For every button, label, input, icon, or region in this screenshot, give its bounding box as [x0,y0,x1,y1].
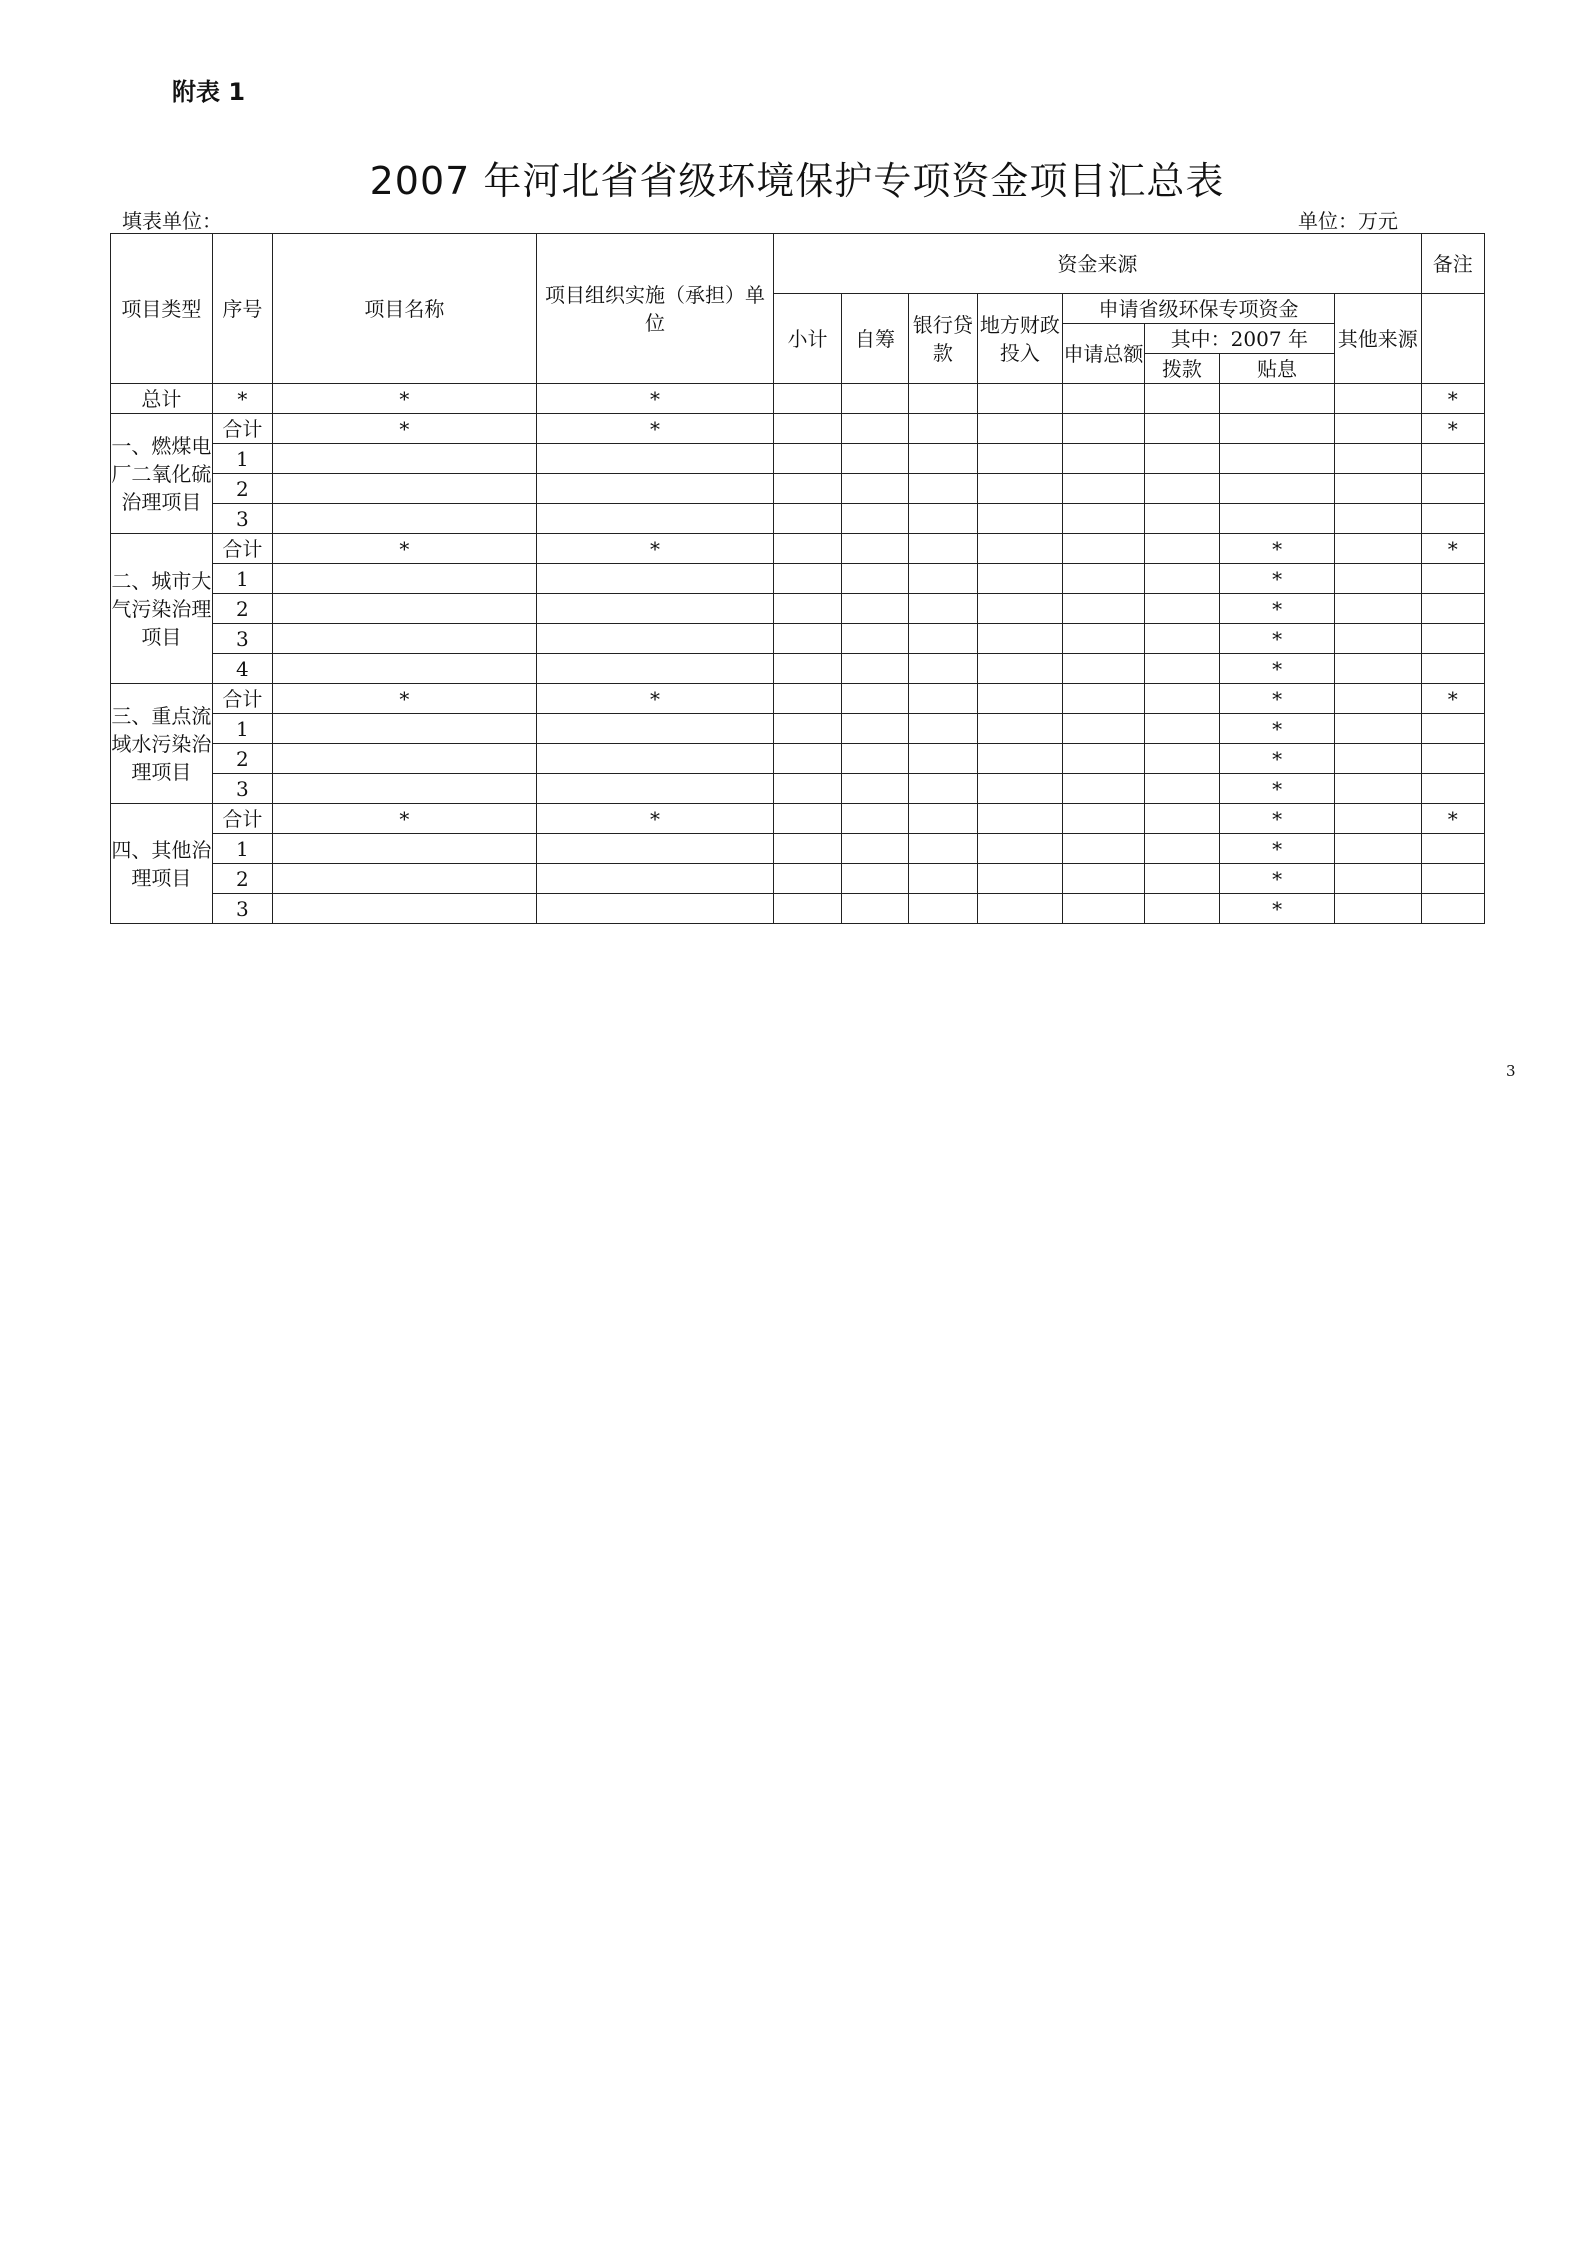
summary-table [110,233,1485,924]
cell [841,744,908,774]
group-subtotal-unit: * [536,534,774,564]
group-subtotal-unit: * [536,804,774,834]
cell [1421,474,1485,504]
cell [909,864,977,894]
group-subtotal-interest: * [1220,534,1335,564]
cell [841,444,908,474]
cell [774,474,841,504]
cell [1334,804,1421,834]
item-interest [1220,444,1335,474]
cell [977,474,1063,504]
item-interest: * [1220,774,1335,804]
cell [536,894,774,924]
cell [977,894,1063,924]
group-item-row [111,654,1485,684]
cell [1334,744,1421,774]
cell [536,834,774,864]
cell [909,774,977,804]
cell [536,654,774,684]
cell [1144,474,1219,504]
page-number: 3 [1506,1062,1516,1080]
header-remarks: 备注 [1421,234,1485,294]
cell [536,714,774,744]
cell [1334,474,1421,504]
cell [273,624,537,654]
cell [1144,384,1219,414]
header-implementing-unit: 项目组织实施（承担）单位 [536,234,774,384]
group-item-row [111,474,1485,504]
cell [977,504,1063,534]
cell [1144,504,1219,534]
cell [1334,774,1421,804]
cell [1063,834,1145,864]
cell [841,504,908,534]
amount-unit-label: 单位：万元 [1298,209,1398,233]
cell [1334,594,1421,624]
group-subtotal-label: 合计 [212,684,272,714]
cell [1063,564,1145,594]
group-subtotal-interest: * [1220,804,1335,834]
cell [1421,744,1485,774]
cell [1421,624,1485,654]
cell [273,774,537,804]
cell [273,714,537,744]
fill-unit-label: 填表单位： [122,209,222,233]
cell [977,564,1063,594]
total-label: 总计 [111,384,213,414]
item-interest: * [1220,834,1335,864]
group-type: 一、燃煤电厂二氧化硫治理项目 [111,414,213,534]
cell [774,714,841,744]
cell [841,414,908,444]
group-subtotal-name: * [273,684,537,714]
cell [273,834,537,864]
group-subtotal-name: * [273,534,537,564]
item-seq: 1 [212,564,272,594]
cell [536,864,774,894]
group-item-row [111,834,1485,864]
item-interest: * [1220,714,1335,744]
group-item-row [111,744,1485,774]
cell [977,534,1063,564]
cell [1334,864,1421,894]
cell [909,504,977,534]
cell [841,714,908,744]
item-interest: * [1220,864,1335,894]
item-seq: 3 [212,504,272,534]
total-seq: * [212,384,272,414]
item-seq: 2 [212,594,272,624]
item-seq: 1 [212,834,272,864]
header-of-which-2007: 其中：2007 年 [1144,324,1334,354]
item-interest: * [1220,594,1335,624]
group-subtotal-interest [1220,414,1335,444]
cell [1144,624,1219,654]
cell [1144,714,1219,744]
group-item-row [111,504,1485,534]
cell [1063,504,1145,534]
cell [774,594,841,624]
cell [1063,594,1145,624]
cell [1144,444,1219,474]
cell [536,624,774,654]
cell [841,384,908,414]
group-item-row [111,774,1485,804]
cell [841,594,908,624]
cell [841,864,908,894]
item-seq: 2 [212,864,272,894]
cell [1421,504,1485,534]
cell [841,804,908,834]
header-fund-source: 资金来源 [774,234,1421,294]
cell [1334,894,1421,924]
header-project-name: 项目名称 [273,234,537,384]
header-seq: 序号 [212,234,272,384]
cell [1144,684,1219,714]
header-local-finance: 地方财政投入 [977,294,1063,384]
cell [1334,414,1421,444]
cell [1144,564,1219,594]
item-interest: * [1220,624,1335,654]
total-row [111,384,1485,414]
cell [774,894,841,924]
cell [1063,414,1145,444]
header-allocation: 拨款 [1144,354,1219,384]
cell [1063,894,1145,924]
cell [841,894,908,924]
cell [1063,384,1145,414]
group-item-row [111,594,1485,624]
cell [1334,684,1421,714]
group-subtotal-remarks: * [1421,804,1485,834]
cell [841,774,908,804]
cell [841,564,908,594]
cell [1063,804,1145,834]
cell [774,834,841,864]
group-subtotal-interest: * [1220,684,1335,714]
item-interest: * [1220,744,1335,774]
cell [909,384,977,414]
cell [977,684,1063,714]
header-project-type: 项目类型 [111,234,213,384]
cell [1220,384,1335,414]
group-item-row [111,444,1485,474]
cell [774,444,841,474]
item-seq: 4 [212,654,272,684]
cell [1144,864,1219,894]
item-seq: 3 [212,624,272,654]
cell [273,474,537,504]
cell [536,774,774,804]
cell [536,474,774,504]
cell [1063,774,1145,804]
cell [1334,504,1421,534]
cell [909,414,977,444]
item-seq: 1 [212,444,272,474]
cell [1144,594,1219,624]
group-subtotal-label: 合计 [212,414,272,444]
cell [273,654,537,684]
cell [774,384,841,414]
cell [909,564,977,594]
header-subtotal: 小计 [774,294,841,384]
cell [909,594,977,624]
cell [977,744,1063,774]
cell [1063,714,1145,744]
item-seq: 2 [212,744,272,774]
group-item-row [111,564,1485,594]
header-interest-subsidy: 贴息 [1220,354,1335,384]
cell [774,654,841,684]
cell [977,774,1063,804]
group-subtotal-remarks: * [1421,684,1485,714]
item-interest [1220,474,1335,504]
cell [1334,624,1421,654]
cell [1063,864,1145,894]
cell [977,414,1063,444]
cell [909,744,977,774]
cell [909,444,977,474]
cell [1421,894,1485,924]
group-item-row [111,714,1485,744]
group-subtotal-remarks: * [1421,414,1485,444]
cell [909,714,977,744]
cell [909,834,977,864]
cell [774,624,841,654]
cell [1144,894,1219,924]
cell [273,564,537,594]
header-bank-loan: 银行贷款 [909,294,977,384]
cell [1334,384,1421,414]
cell [977,594,1063,624]
cell [774,534,841,564]
cell [977,864,1063,894]
total-remarks: * [1421,384,1485,414]
cell [273,504,537,534]
item-seq: 3 [212,894,272,924]
cell [977,714,1063,744]
group-item-row [111,894,1485,924]
cell [1334,534,1421,564]
group-type: 二、城市大气污染治理项目 [111,534,213,684]
group-subtotal-name: * [273,414,537,444]
cell [909,654,977,684]
cell [774,564,841,594]
group-subtotal-label: 合计 [212,534,272,564]
cell [536,444,774,474]
cell [1421,444,1485,474]
cell [1334,654,1421,684]
cell [1421,864,1485,894]
group-type: 四、其他治理项目 [111,804,213,924]
cell [841,474,908,504]
cell [774,864,841,894]
cell [909,534,977,564]
cell [1144,654,1219,684]
cell [1144,744,1219,774]
cell [774,684,841,714]
group-type: 三、重点流域水污染治理项目 [111,684,213,804]
cell [909,684,977,714]
item-seq: 2 [212,474,272,504]
header-provincial-fund: 申请省级环保专项资金 [1063,294,1335,324]
cell [774,744,841,774]
header-self-raised: 自筹 [841,294,908,384]
cell [1144,834,1219,864]
cell [841,624,908,654]
document-title: 2007 年河北省省级环境保护专项资金项目汇总表 [369,159,1225,203]
header-remarks-blank [1421,294,1485,384]
item-interest [1220,504,1335,534]
cell [536,564,774,594]
cell [273,444,537,474]
cell [1421,714,1485,744]
cell [273,594,537,624]
cell [1144,414,1219,444]
cell [1063,684,1145,714]
item-seq: 3 [212,774,272,804]
cell [774,414,841,444]
group-subtotal-name: * [273,804,537,834]
cell [909,624,977,654]
cell [1063,534,1145,564]
cell [977,384,1063,414]
cell [841,534,908,564]
cell [774,804,841,834]
cell [536,594,774,624]
header-requested-total: 申请总额 [1063,324,1145,384]
cell [1144,804,1219,834]
cell [536,504,774,534]
cell [1063,744,1145,774]
group-item-row [111,624,1485,654]
cell [1421,834,1485,864]
cell [909,804,977,834]
group-subtotal-label: 合计 [212,804,272,834]
cell [977,624,1063,654]
cell [1063,654,1145,684]
appendix-label: 附表 1 [172,78,246,106]
cell [1334,444,1421,474]
cell [977,444,1063,474]
cell [1421,594,1485,624]
cell [841,834,908,864]
item-interest: * [1220,894,1335,924]
cell [1421,564,1485,594]
cell [273,744,537,774]
item-interest: * [1220,564,1335,594]
cell [977,834,1063,864]
group-item-row [111,864,1485,894]
group-subtotal-remarks: * [1421,534,1485,564]
cell [273,894,537,924]
cell [1144,534,1219,564]
cell [909,474,977,504]
cell [1063,444,1145,474]
cell [774,774,841,804]
cell [1334,714,1421,744]
cell [977,804,1063,834]
item-seq: 1 [212,714,272,744]
cell [536,744,774,774]
cell [841,684,908,714]
cell [1063,624,1145,654]
cell [909,894,977,924]
total-name: * [273,384,537,414]
item-interest: * [1220,654,1335,684]
group-subtotal-unit: * [536,414,774,444]
header-other-sources: 其他来源 [1334,294,1421,384]
cell [273,864,537,894]
cell [774,504,841,534]
total-unit: * [536,384,774,414]
cell [1334,834,1421,864]
cell [1421,774,1485,804]
cell [1144,774,1219,804]
cell [977,654,1063,684]
cell [841,654,908,684]
group-subtotal-unit: * [536,684,774,714]
cell [1421,654,1485,684]
cell [1063,474,1145,504]
cell [1334,564,1421,594]
